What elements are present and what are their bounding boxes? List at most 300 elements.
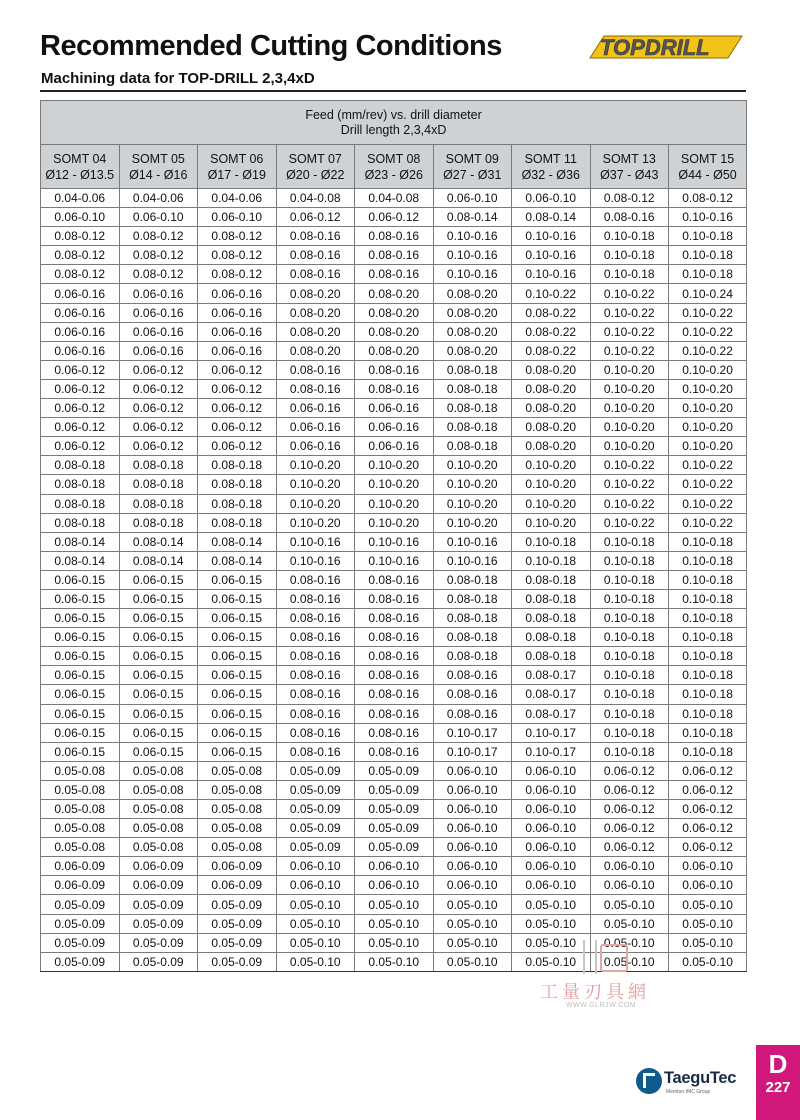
table-row [41,838,747,857]
table-cell: 0.05-0.10 [669,895,747,914]
table-cell: 0.10-0.17 [512,742,591,761]
table-row [41,857,747,876]
table-cell: 0.06-0.15 [41,666,120,685]
table-cell: 0.06-0.12 [590,761,669,780]
table-cell: 0.08-0.16 [355,704,434,723]
table-row [41,666,747,685]
table-cell: 0.10-0.20 [355,494,434,513]
column-name: SOMT 13 [602,151,656,166]
table-cell: 0.06-0.15 [41,742,120,761]
table-cell: 0.05-0.09 [198,895,277,914]
table-cell: 0.10-0.20 [276,456,355,475]
table-cell: 0.06-0.10 [433,838,512,857]
table-cell: 0.06-0.12 [590,838,669,857]
table-cell: 0.06-0.15 [41,589,120,608]
table-cell: 0.06-0.12 [669,761,747,780]
table-cell: 0.08-0.18 [433,399,512,418]
table-cell: 0.08-0.20 [512,437,591,456]
table-cell: 0.06-0.15 [119,570,198,589]
table-cell: 0.08-0.20 [355,303,434,322]
table-body [41,189,747,972]
table-cell: 0.05-0.08 [198,800,277,819]
column-name: SOMT 15 [680,151,735,166]
column-header [41,145,120,189]
table-cell: 0.05-0.09 [198,933,277,952]
table-cell: 0.06-0.15 [198,704,277,723]
table-cell: 0.06-0.12 [590,800,669,819]
column-name: SOMT 04 [53,151,107,166]
table-cell: 0.06-0.15 [119,589,198,608]
table-cell: 0.06-0.10 [433,780,512,799]
table-cell: 0.08-0.20 [276,284,355,303]
table-cell: 0.08-0.18 [198,513,277,532]
table-row [41,647,747,666]
table-cell: 0.06-0.10 [433,857,512,876]
table-row [41,628,747,647]
table-cell: 0.05-0.09 [276,780,355,799]
table-row [41,723,747,742]
table-cell: 0.05-0.10 [512,952,591,971]
table-cell: 0.05-0.10 [590,933,669,952]
table-cell: 0.05-0.10 [433,895,512,914]
table-cell: 0.05-0.10 [512,895,591,914]
table-cell: 0.08-0.12 [198,265,277,284]
table-cell: 0.10-0.18 [669,685,747,704]
column-range: Ø27 - Ø31 [443,167,502,182]
table-cell: 0.06-0.10 [512,780,591,799]
table-cell: 0.05-0.08 [198,838,277,857]
column-range: Ø32 - Ø36 [521,167,580,182]
table-cell: 0.10-0.20 [276,475,355,494]
table-cell: 0.10-0.20 [590,379,669,398]
table-cell: 0.05-0.10 [669,933,747,952]
table-cell: 0.05-0.08 [198,780,277,799]
table-cell: 0.06-0.15 [198,570,277,589]
table-cell: 0.06-0.15 [41,647,120,666]
table-cell: 0.08-0.16 [433,666,512,685]
table-cell: 0.10-0.22 [669,341,747,360]
table-cell: 0.08-0.20 [433,303,512,322]
table-cell: 0.06-0.16 [198,322,277,341]
table-cell: 0.06-0.15 [198,628,277,647]
page-subtitle: Machining data for TOP-DRILL 2,3,4xD [41,70,315,87]
table-cell: 0.06-0.16 [198,284,277,303]
table-cell: 0.08-0.18 [119,456,198,475]
table-cell: 0.05-0.09 [355,819,434,838]
table-cell: 0.10-0.18 [669,628,747,647]
table-cell: 0.06-0.16 [119,341,198,360]
table-cell: 0.10-0.20 [669,399,747,418]
table-cell: 0.05-0.09 [119,933,198,952]
table-row [41,761,747,780]
column-header [355,145,434,189]
column-range: Ø23 - Ø26 [364,167,423,182]
column-range: Ø14 - Ø16 [129,167,188,182]
table-cell: 0.06-0.10 [512,819,591,838]
table-cell: 0.10-0.20 [590,360,669,379]
table-cell: 0.10-0.17 [433,742,512,761]
table-cell: 0.05-0.09 [198,914,277,933]
table-cell: 0.10-0.20 [433,494,512,513]
table-cell: 0.10-0.18 [669,704,747,723]
table-cell: 0.10-0.22 [590,475,669,494]
table-cell: 0.05-0.09 [355,800,434,819]
table-cell: 0.05-0.08 [119,819,198,838]
table-cell: 0.05-0.08 [119,780,198,799]
table-cell: 0.08-0.22 [512,303,591,322]
table-cell: 0.05-0.10 [355,914,434,933]
table-cell: 0.06-0.15 [198,666,277,685]
watermark-url: WWW.GLRJW.COM [565,1002,637,1009]
table-cell: 0.05-0.10 [276,914,355,933]
column-range: Ø37 - Ø43 [600,167,659,182]
table-cell: 0.08-0.16 [590,208,669,227]
table-cell: 0.06-0.09 [198,857,277,876]
table-cell: 0.06-0.09 [198,876,277,895]
table-row [41,685,747,704]
table-cell: 0.06-0.15 [198,685,277,704]
table-cell: 0.10-0.20 [669,418,747,437]
table-cell: 0.08-0.16 [355,246,434,265]
table-row [41,227,747,246]
table-cell: 0.10-0.18 [590,685,669,704]
table-cell: 0.10-0.16 [355,551,434,570]
table-cell: 0.06-0.16 [276,399,355,418]
table-cell: 0.06-0.15 [198,742,277,761]
table-cell: 0.06-0.15 [119,628,198,647]
table-cell: 0.04-0.08 [355,189,434,208]
table-row [41,589,747,608]
table-cell: 0.06-0.12 [119,418,198,437]
table-cell: 0.06-0.15 [198,589,277,608]
table-row [41,570,747,589]
table-cell: 0.10-0.22 [590,494,669,513]
table-cell: 0.06-0.15 [119,647,198,666]
table-cell: 0.06-0.16 [119,284,198,303]
column-header [276,145,355,189]
table-cell: 0.06-0.10 [433,876,512,895]
table-cell: 0.10-0.20 [433,513,512,532]
table-cell: 0.08-0.16 [276,265,355,284]
table-cell: 0.05-0.09 [355,838,434,857]
table-row [41,609,747,628]
table-cell: 0.08-0.16 [433,685,512,704]
column-name: SOMT 07 [288,151,342,166]
table-cell: 0.06-0.15 [198,609,277,628]
table-row [41,208,747,227]
table-cell: 0.06-0.10 [198,208,277,227]
table-cell: 0.06-0.15 [119,685,198,704]
column-header [198,145,277,189]
table-cell: 0.08-0.12 [41,265,120,284]
table-cell: 0.06-0.12 [41,437,120,456]
table-cell: 0.08-0.12 [41,227,120,246]
table-cell: 0.05-0.10 [276,895,355,914]
table-cell: 0.06-0.15 [119,723,198,742]
table-cell: 0.06-0.15 [198,723,277,742]
table-cell: 0.10-0.16 [276,532,355,551]
table-cell: 0.06-0.10 [433,800,512,819]
table-row [41,189,747,208]
table-cell: 0.06-0.16 [198,303,277,322]
table-cell: 0.10-0.16 [355,532,434,551]
table-cell: 0.05-0.10 [433,933,512,952]
table-row [41,532,747,551]
table-cell: 0.08-0.16 [276,628,355,647]
table-cell: 0.10-0.22 [669,322,747,341]
watermark-logo-icon [600,944,628,972]
table-row [41,437,747,456]
table-cell: 0.08-0.22 [512,341,591,360]
table-cell: 0.06-0.12 [198,418,277,437]
table-cell: 0.10-0.20 [590,437,669,456]
table-cell: 0.06-0.15 [41,704,120,723]
table-cell: 0.06-0.10 [433,189,512,208]
table-cell: 0.08-0.20 [276,341,355,360]
table-cell: 0.05-0.10 [276,933,355,952]
table-cell: 0.05-0.10 [276,952,355,971]
table-cell: 0.05-0.09 [41,895,120,914]
table-cell: 0.10-0.18 [669,570,747,589]
table-cell: 0.06-0.10 [512,857,591,876]
column-header-row [41,145,747,189]
table-row [41,303,747,322]
table-cell: 0.10-0.18 [669,609,747,628]
table-row [41,418,747,437]
title-rule [40,90,746,92]
table-cell: 0.10-0.18 [590,723,669,742]
table-cell: 0.08-0.18 [433,589,512,608]
table-cell: 0.06-0.12 [590,819,669,838]
table-caption-row [41,101,747,145]
table-cell: 0.10-0.18 [590,532,669,551]
table-cell: 0.08-0.12 [119,265,198,284]
table-cell: 0.05-0.09 [276,761,355,780]
column-name: SOMT 11 [524,151,577,166]
table-cell: 0.08-0.16 [355,647,434,666]
table-cell: 0.08-0.16 [355,723,434,742]
table-cell: 0.08-0.18 [198,494,277,513]
table-cell: 0.06-0.12 [669,838,747,857]
table-cell: 0.10-0.16 [512,246,591,265]
table-cell: 0.05-0.10 [355,895,434,914]
table-cell: 0.10-0.18 [590,589,669,608]
table-cell: 0.05-0.10 [355,933,434,952]
table-cell: 0.10-0.18 [512,551,591,570]
table-row [41,399,747,418]
table-cell: 0.10-0.22 [669,456,747,475]
table-cell: 0.08-0.16 [276,227,355,246]
table-cell: 0.08-0.16 [276,723,355,742]
table-cell: 0.08-0.12 [41,246,120,265]
table-cell: 0.05-0.09 [276,819,355,838]
table-cell: 0.06-0.16 [41,284,120,303]
column-name: SOMT 05 [131,151,185,166]
table-cell: 0.10-0.20 [355,475,434,494]
table-cell: 0.10-0.16 [512,227,591,246]
table-cell: 0.05-0.08 [198,761,277,780]
table-cell: 0.05-0.09 [355,780,434,799]
table-cell: 0.10-0.18 [512,532,591,551]
table-cell: 0.08-0.16 [276,589,355,608]
table-cell: 0.05-0.10 [590,914,669,933]
table-cell: 0.10-0.16 [433,227,512,246]
table-cell: 0.06-0.09 [41,876,120,895]
table-cell: 0.05-0.09 [119,895,198,914]
table-cell: 0.06-0.16 [355,418,434,437]
table-cell: 0.05-0.08 [119,800,198,819]
table-cell: 0.10-0.18 [669,551,747,570]
table-cell: 0.08-0.14 [41,551,120,570]
column-name: SOMT 06 [210,151,264,166]
table-cell: 0.10-0.22 [669,303,747,322]
table-cell: 0.05-0.09 [276,800,355,819]
table-cell: 0.08-0.16 [276,666,355,685]
table-cell: 0.06-0.10 [512,876,591,895]
table-cell: 0.05-0.08 [198,819,277,838]
table-cell: 0.05-0.09 [41,933,120,952]
table-cell: 0.08-0.18 [433,570,512,589]
table-cell: 0.08-0.16 [433,704,512,723]
table-cell: 0.08-0.18 [198,456,277,475]
table-cell: 0.08-0.20 [512,399,591,418]
table-cell: 0.06-0.12 [669,780,747,799]
table-cell: 0.10-0.18 [590,609,669,628]
column-name: SOMT 09 [445,151,499,166]
table-cell: 0.08-0.18 [433,609,512,628]
table-cell: 0.10-0.20 [512,475,591,494]
table-cell: 0.06-0.12 [669,819,747,838]
table-cell: 0.10-0.22 [512,284,591,303]
table-cell: 0.06-0.12 [119,437,198,456]
table-cell: 0.10-0.20 [590,418,669,437]
table-cell: 0.10-0.22 [669,475,747,494]
table-cell: 0.06-0.10 [433,761,512,780]
table-cell: 0.10-0.20 [512,513,591,532]
table-cell: 0.08-0.20 [433,341,512,360]
table-row [41,895,747,914]
table-cell: 0.10-0.20 [355,513,434,532]
table-cell: 0.06-0.10 [355,857,434,876]
table-cell: 0.08-0.20 [512,418,591,437]
table-cell: 0.08-0.12 [198,246,277,265]
caption-line-2: Drill length 2,3,4xD [340,122,447,137]
table-cell: 0.08-0.20 [433,322,512,341]
table-cell: 0.08-0.12 [119,227,198,246]
table-cell: 0.05-0.09 [41,914,120,933]
table-cell: 0.10-0.18 [669,723,747,742]
svg-text:TOPDRILL: TOPDRILL [600,35,710,60]
table-cell: 0.06-0.09 [119,876,198,895]
table-cell: 0.08-0.17 [512,704,591,723]
table-cell: 0.06-0.16 [355,437,434,456]
table-cell: 0.10-0.22 [590,284,669,303]
table-row [41,742,747,761]
table-cell: 0.06-0.10 [276,857,355,876]
table-cell: 0.08-0.18 [198,475,277,494]
caption-line-1: Feed (mm/rev) vs. drill diameter [305,107,482,122]
table-cell: 0.06-0.10 [433,819,512,838]
table-cell: 0.08-0.20 [355,341,434,360]
table-cell: 0.08-0.20 [276,322,355,341]
company-name: TaeguTec [664,1069,737,1087]
table-cell: 0.08-0.20 [433,284,512,303]
table-cell: 0.08-0.18 [433,647,512,666]
table-cell: 0.10-0.18 [669,532,747,551]
table-row [41,800,747,819]
table-cell: 0.05-0.09 [355,761,434,780]
table-row [41,456,747,475]
table-cell: 0.08-0.18 [41,475,120,494]
table-cell: 0.05-0.09 [119,952,198,971]
table-cell: 0.10-0.22 [669,513,747,532]
table-cell: 0.06-0.12 [276,208,355,227]
table-cell: 0.06-0.16 [41,303,120,322]
table-cell: 0.08-0.17 [512,685,591,704]
table-cell: 0.06-0.16 [41,341,120,360]
table-cell: 0.08-0.18 [512,589,591,608]
table-cell: 0.08-0.18 [512,628,591,647]
table-cell: 0.08-0.16 [276,246,355,265]
table-row [41,322,747,341]
table-cell: 0.06-0.10 [590,876,669,895]
table-cell: 0.06-0.16 [355,399,434,418]
feed-table [40,100,747,972]
table-cell: 0.06-0.12 [119,379,198,398]
table-row [41,475,747,494]
table-cell: 0.06-0.12 [669,800,747,819]
table-cell: 0.08-0.12 [669,189,747,208]
table-cell: 0.05-0.08 [41,761,120,780]
table-cell: 0.08-0.18 [512,609,591,628]
table-cell: 0.08-0.16 [355,570,434,589]
table-cell: 0.10-0.18 [669,647,747,666]
table-cell: 0.06-0.12 [590,780,669,799]
table-cell: 0.08-0.14 [41,532,120,551]
table-cell: 0.05-0.09 [276,838,355,857]
table-cell: 0.10-0.18 [669,265,747,284]
table-cell: 0.08-0.16 [355,265,434,284]
table-cell: 0.10-0.20 [433,475,512,494]
table-caption [41,101,747,145]
page-number: 227 [765,1079,791,1096]
company-tagline: Member IMC Group [666,1089,711,1095]
table-cell: 0.08-0.16 [355,685,434,704]
table-cell: 0.06-0.10 [355,876,434,895]
column-range: Ø12 - Ø13.5 [45,167,115,182]
column-range: Ø20 - Ø22 [286,167,345,182]
table-cell: 0.06-0.15 [41,723,120,742]
table-cell: 0.06-0.10 [590,857,669,876]
column-range: Ø17 - Ø19 [207,167,266,182]
table-cell: 0.08-0.16 [276,609,355,628]
table-row [41,952,747,971]
table-cell: 0.10-0.16 [433,532,512,551]
table-cell: 0.06-0.12 [41,360,120,379]
table-cell: 0.06-0.15 [41,570,120,589]
table-cell: 0.10-0.16 [276,551,355,570]
table-cell: 0.08-0.20 [512,379,591,398]
table-cell: 0.10-0.18 [590,742,669,761]
table-cell: 0.05-0.10 [512,914,591,933]
table-cell: 0.10-0.22 [669,494,747,513]
table-cell: 0.08-0.16 [355,666,434,685]
table-cell: 0.10-0.22 [590,341,669,360]
column-header [119,145,198,189]
table-cell: 0.08-0.16 [276,570,355,589]
table-cell: 0.10-0.22 [590,456,669,475]
table-cell: 0.06-0.16 [119,322,198,341]
